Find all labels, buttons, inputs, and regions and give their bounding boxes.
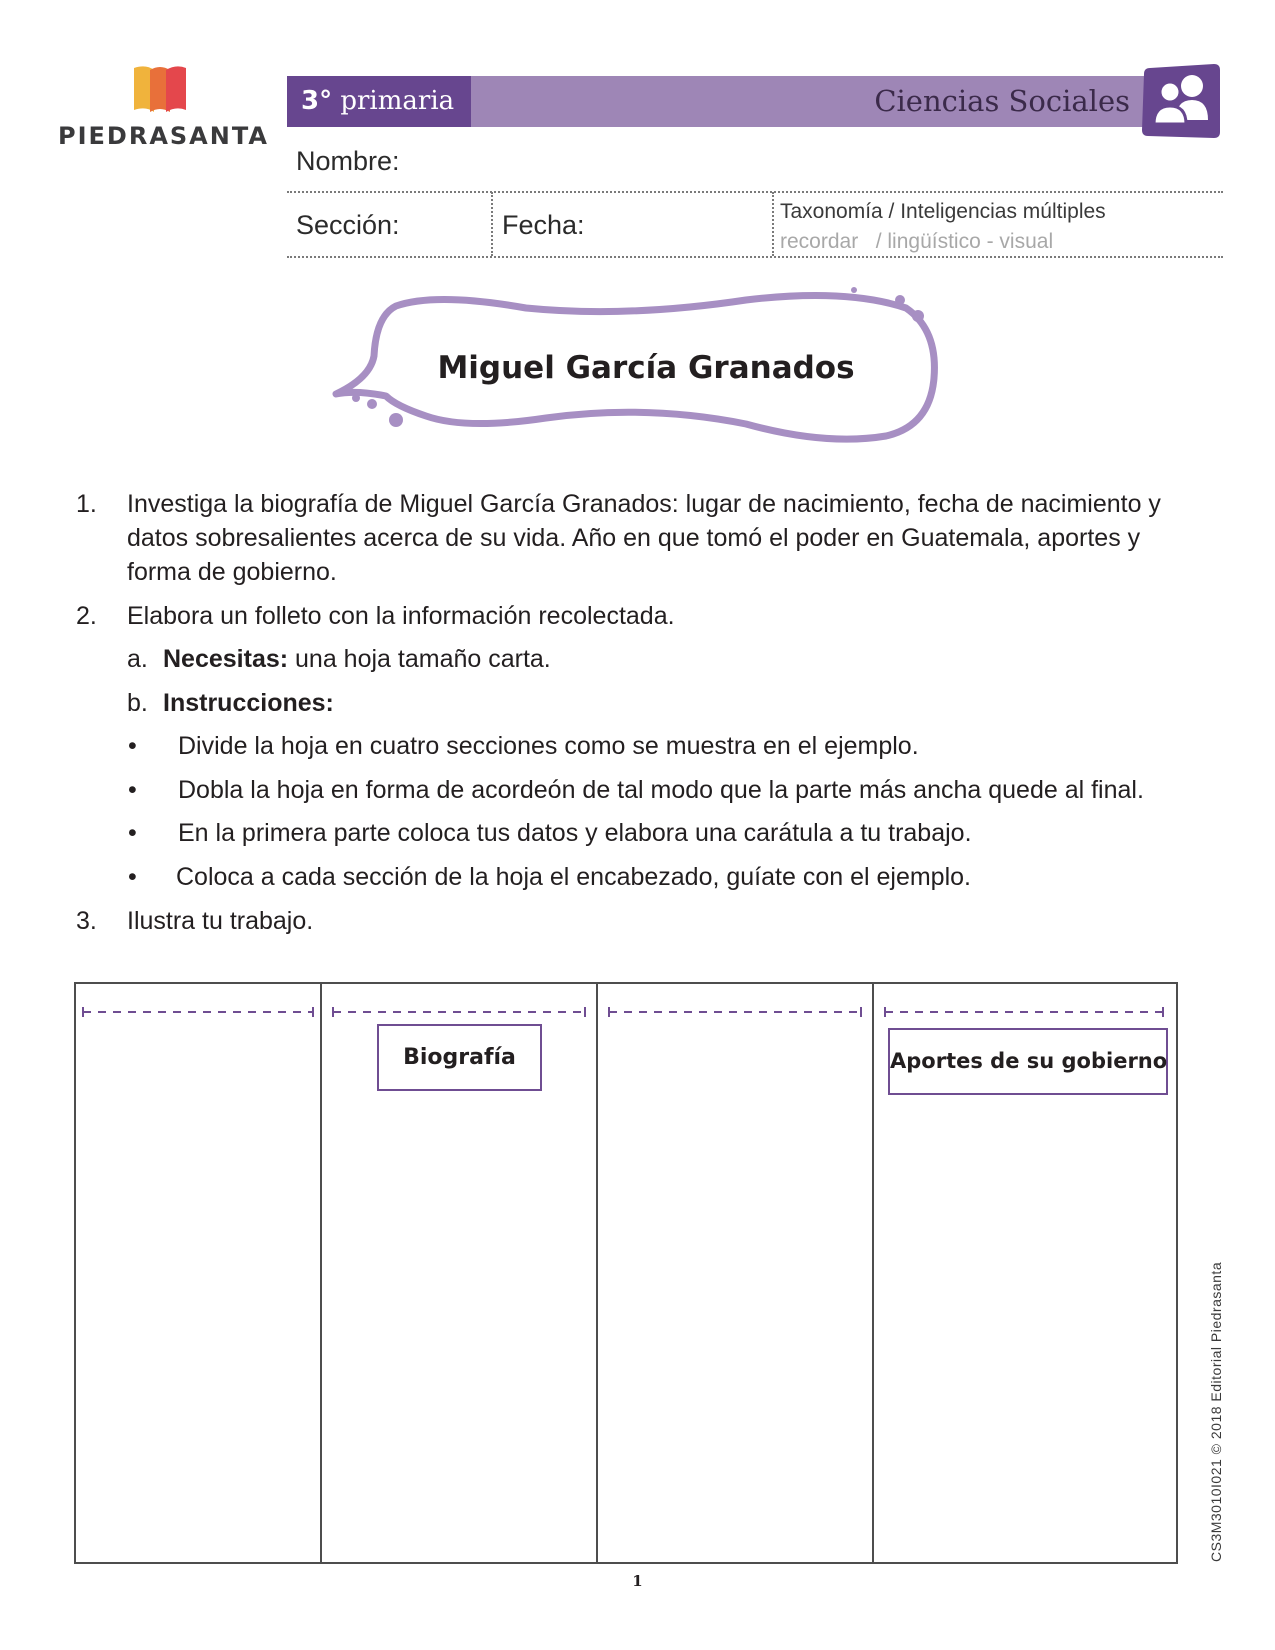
sub-item-b-bold: Instrucciones:: [163, 689, 334, 717]
grade-number: 3: [301, 86, 320, 116]
sub-item-a: [163, 642, 551, 676]
field-divider: [772, 192, 774, 256]
publisher-logo: [58, 60, 268, 160]
section-label: Sección:: [296, 210, 400, 240]
sub-item-b: [163, 686, 334, 720]
fold-line: [332, 1006, 586, 1018]
name-line: [287, 191, 1223, 193]
subject-title: Ciencias Sociales: [471, 76, 1158, 127]
government-contributions-label: Aportes de su gobierno: [888, 1028, 1168, 1095]
grade-level: primaria: [340, 86, 455, 116]
taxonomy-values: [780, 230, 1053, 254]
bullet-dot: •: [128, 863, 137, 891]
instruction-1: Investiga la biografía de Miguel García Granados: lugar de nacimiento, fecha de nacimiento y datos sobresalientes acerca de su vida. Año en que tomó el poder en Guatemala, aportes y forma de gobierno.: [127, 490, 1161, 586]
sub-item-a-bold: Necesitas:: [163, 645, 289, 673]
bullet-dot: •: [128, 732, 137, 760]
bullet-dot: •: [128, 776, 137, 804]
bullet-item: Coloca a cada sección de la hoja el encabezado, guíate con el ejemplo.: [176, 863, 971, 891]
brochure-divider: [320, 982, 322, 1564]
item-number: 3.: [76, 907, 97, 935]
bullet-item: Dobla la hoja en forma de acordeón de tal modo que la parte más ancha quede al final.: [178, 776, 1144, 804]
instruction-2: Elabora un folleto con la información recolectada.: [127, 602, 675, 630]
page-number: 1: [632, 1572, 643, 1590]
bullet-item: Divide la hoja en cuatro secciones como se muestra en el ejemplo.: [178, 732, 919, 760]
fold-line: [608, 1006, 862, 1018]
field-divider: [491, 192, 493, 256]
fold-line: [82, 1006, 314, 1018]
fold-line: [884, 1006, 1164, 1018]
intelligence-value: / lingüístico - visual: [875, 230, 1054, 253]
brand-name: PIEDRASANTA: [58, 122, 269, 150]
date-label: Fecha:: [502, 210, 585, 240]
form-bottom-line: [287, 256, 1223, 258]
grade-degree: °: [319, 86, 333, 116]
brochure-divider: [872, 982, 874, 1564]
grade-badge: [287, 76, 471, 127]
item-number: 1.: [76, 490, 97, 518]
name-label: Nombre:: [296, 146, 400, 176]
books-logo-icon: [132, 64, 188, 114]
bullet-dot: •: [128, 819, 137, 847]
sub-item-a-text: una hoja tamaño carta.: [288, 645, 551, 673]
sub-item-letter: b.: [127, 689, 148, 717]
copyright-notice: CS3M3010I021 © 2018 Editorial Piedrasanta: [1208, 1261, 1224, 1562]
taxonomy-value: recordar: [780, 230, 859, 253]
sub-item-letter: a.: [127, 645, 148, 673]
brochure-divider: [596, 982, 598, 1564]
biography-label: Biografía: [377, 1024, 542, 1091]
item-number: 2.: [76, 602, 97, 630]
bullet-item: En la primera parte coloca tus datos y elabora una carátula a tu trabajo.: [178, 819, 972, 847]
people-icon: [1140, 62, 1222, 142]
worksheet-title: Miguel García Granados: [437, 350, 855, 386]
instruction-3: Ilustra tu trabajo.: [127, 907, 314, 935]
taxonomy-heading: Taxonomía / Inteligencias múltiples: [780, 200, 1106, 223]
